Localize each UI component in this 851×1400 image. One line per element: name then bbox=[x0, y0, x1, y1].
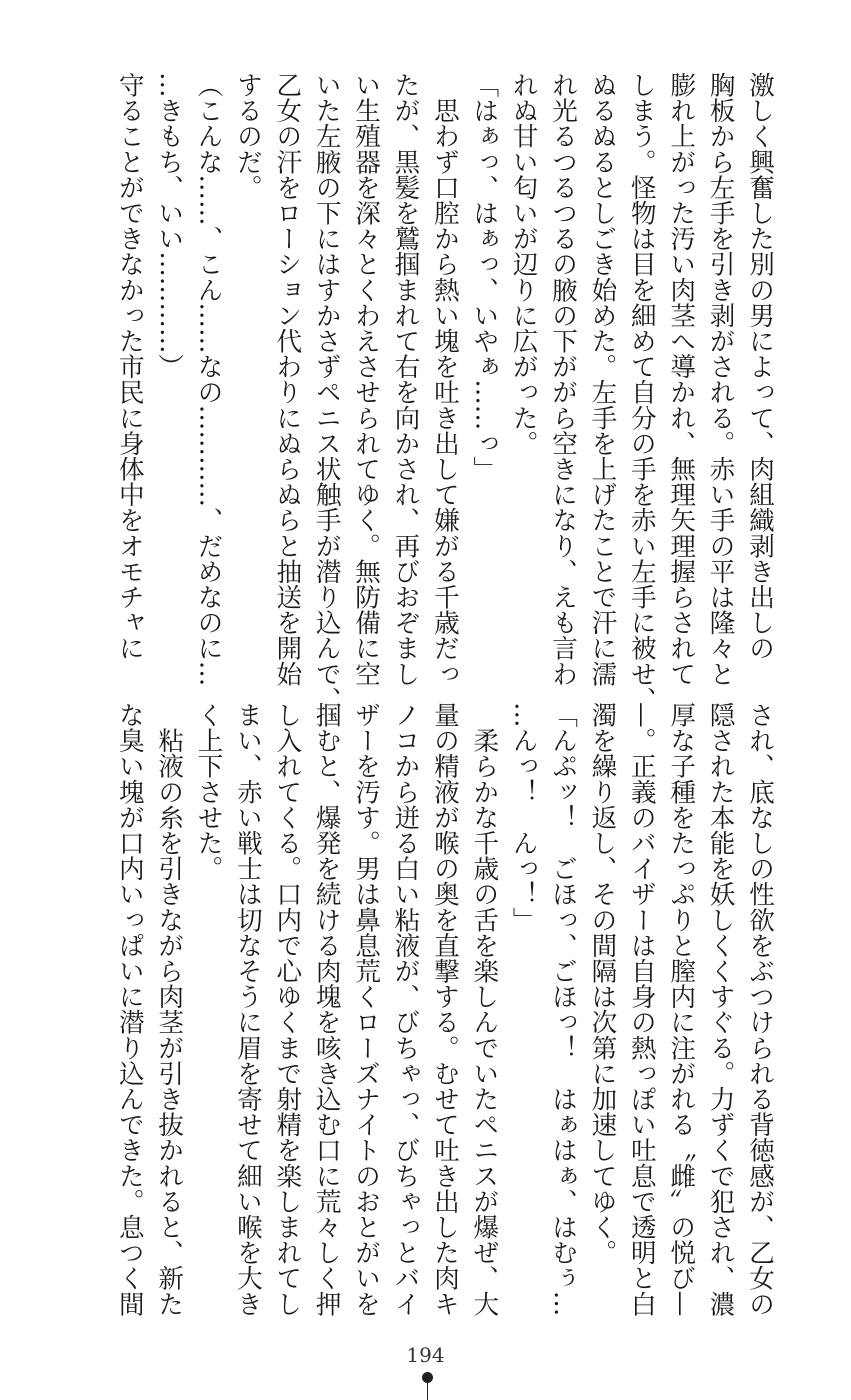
page-marker-line bbox=[427, 1383, 428, 1400]
text-column: 激しく興奮した別の男によって、肉組織剥き出しの bbox=[745, 72, 775, 661]
text-column: い生殖器を深々とくわえさせられてゆく。無防備に空 bbox=[351, 72, 382, 687]
text-column: 「んぷッ！ ごほっ、ごほっ！ はぁはぁ、はむぅ… bbox=[548, 702, 579, 1317]
text-column: まい、赤い戦士は切なそうに眉を寄せて細い喉を大き bbox=[232, 702, 263, 1317]
text-column: 濁を繰り返し、その間隔は次第に加速してゆく。 bbox=[587, 702, 618, 1266]
text-column: ぬるぬるとしごき始めた。左手を上げたことで汗に濡 bbox=[587, 72, 618, 687]
text-block-upper bbox=[109, 72, 779, 712]
text-column: 胸板から左手を引き剥がされる。赤い手の平は隆々と bbox=[705, 72, 736, 687]
text-column: れぬ甘い匂いが辺りに広がった。 bbox=[508, 72, 539, 456]
text-column: ザーを汚す。男は鼻息荒くローズナイトのおとがいを bbox=[351, 702, 382, 1317]
text-column: 守ることができなかった市民に身体中をオモチャに bbox=[114, 72, 145, 661]
text-column: …んっ！ んっ！」 bbox=[508, 702, 539, 933]
text-column: するのだ。 bbox=[232, 72, 263, 200]
text-block-lower bbox=[109, 702, 779, 1322]
page-number: 194 bbox=[406, 1343, 445, 1367]
page-marker-dot bbox=[422, 1372, 433, 1383]
text-column: たが、黒髪を鷲掴まれて右を向かされ、再びおぞまし bbox=[390, 72, 421, 687]
text-column: 柔らかな千歳の舌を楽しんでいたペニスが爆ぜ、大 bbox=[469, 702, 500, 1317]
text-column: 膨れ上がった汚い肉茎へ導かれ、無理矢理握らされて bbox=[666, 72, 697, 687]
text-column: 「はぁっ、はぁっ、いやぁ……っ」 bbox=[469, 72, 500, 482]
text-column: れ光るつるつるの腋の下ががら空きになり、えも言わ bbox=[548, 72, 579, 687]
text-column: 乙女の汗をローション代わりにぬらぬらと抽送を開始 bbox=[272, 72, 303, 687]
text-column: （こんな……、こん……なの…………、だめなのに… bbox=[193, 72, 224, 687]
text-column: く上下させた。 bbox=[193, 702, 224, 882]
text-column: 厚な子種をたっぷりと膣内に注がれる〝雌〟の悦び— bbox=[666, 702, 697, 1317]
text-column: 掴むと、爆発を続ける肉塊を咳き込む口に荒々しく押 bbox=[311, 702, 342, 1317]
text-column: され、底なしの性欲をぶつけられる背徳感が、乙女の bbox=[745, 702, 775, 1317]
text-column: —。正義のバイザーは自身の熱っぽい吐息で透明と白 bbox=[626, 702, 657, 1317]
text-column: 粘液の糸を引きながら肉茎が引き抜かれると、新た bbox=[154, 702, 185, 1317]
text-column: し入れてくる。口内で心ゆくまで射精を楽しまれてし bbox=[272, 702, 303, 1317]
text-column: しまう。怪物は目を細めて自分の手を赤い左手に被せ、 bbox=[626, 72, 657, 712]
text-column: 思わず口腔から熱い塊を吐き出して嫌がる千歳だっ bbox=[429, 72, 460, 687]
text-column: 隠された本能を妖しくくすぐる。力ずくで犯され、濃 bbox=[705, 702, 736, 1317]
text-column: な臭い塊が口内いっぱいに潜り込んできた。息つく間 bbox=[114, 702, 145, 1317]
text-column: ノコから迸る白い粘液が、びちゃっ、びちゃっとバイ bbox=[390, 702, 421, 1317]
text-column: …きもち、いい…………） bbox=[154, 72, 185, 380]
text-column: 量の精液が喉の奥を直撃する。むせて吐き出した肉キ bbox=[429, 702, 460, 1317]
text-column: いた左腋の下にはすかさずペニス状触手が潜り込んで、 bbox=[311, 72, 342, 712]
